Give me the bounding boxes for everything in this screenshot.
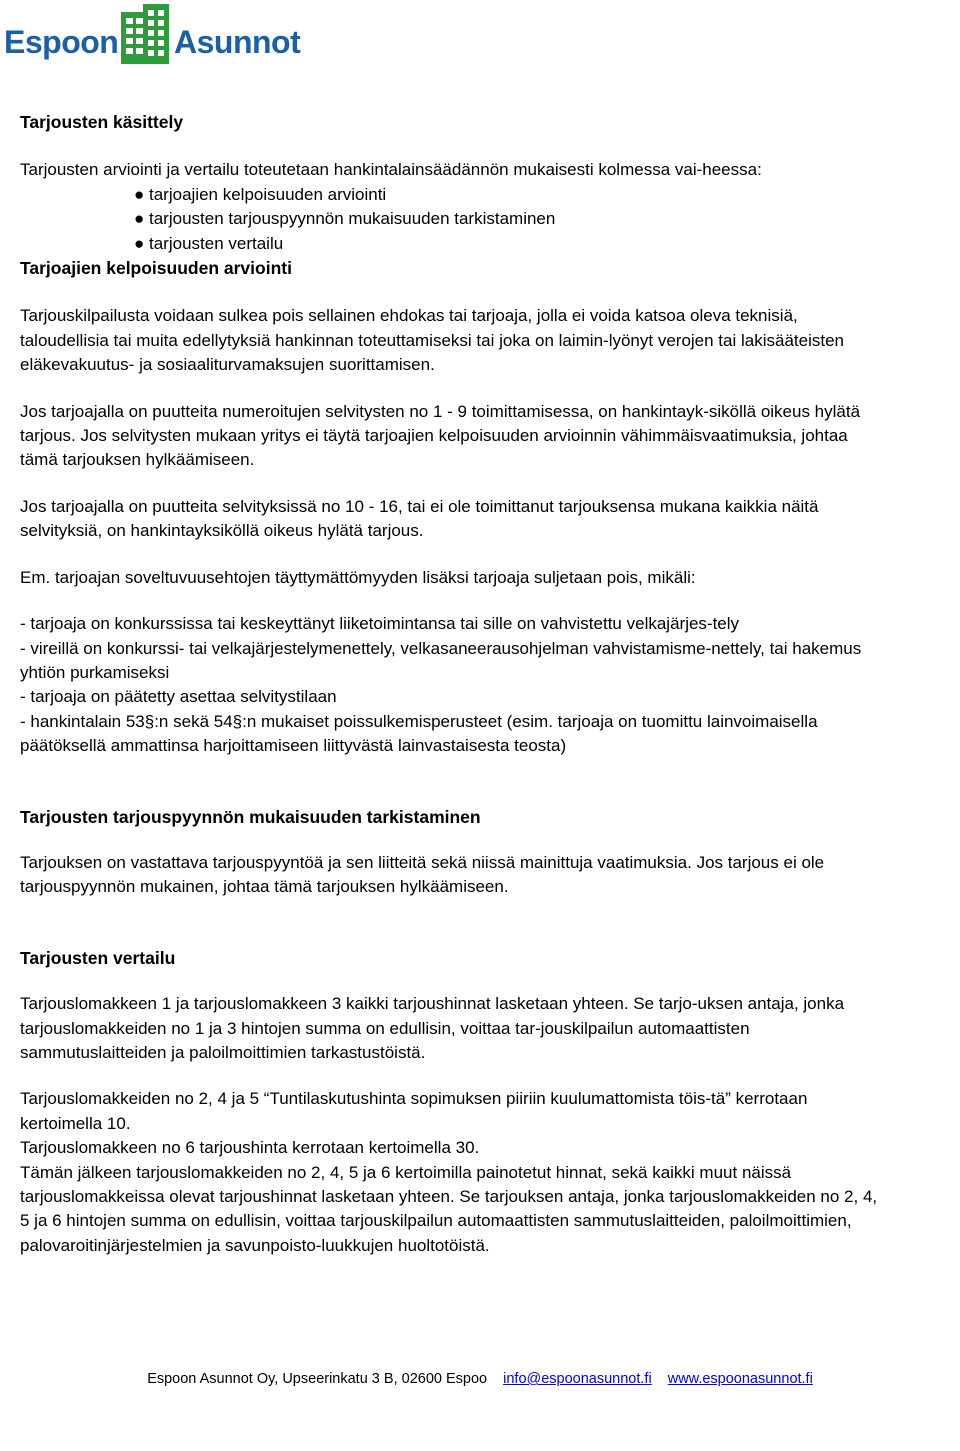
- document-body: [20, 110, 890, 1258]
- page-footer: [0, 1369, 960, 1389]
- exclusion-item: - hankintalain 53§:n sekä 54§:n mukaiset poissulkemisperusteet (esim. tarjoaja on tuomittu lainvoimaisella päätöksellä ammattinsa harjoittamiseen liittyvästä lainvastaisesta teosta): [20, 711, 818, 756]
- paragraph-exclusion-conditions: Em. tarjoajan soveltuvuusehtojen täyttymättömyyden lisäksi tarjoaja suljetaan pois, mikäli:: [20, 567, 696, 587]
- logo-word-asunnot: Asunnot: [174, 24, 301, 60]
- building-icon: [117, 2, 172, 64]
- paragraph-deficiencies-1-9: Jos tarjoajalla on puutteita numeroitujen selvitysten no 1 - 9 toimittamisessa, on hankintayk-siköllä oikeus hylätä tarjous. Jos selvitysten mukaan yritys ei täytä tarjoajien kelpoisuuden arvioinnin vähimmäisvaatimuksia, johtaa tämä tarjouksen hylkäämiseen.: [20, 401, 861, 470]
- paragraph-exclusion: Tarjouskilpailusta voidaan sulkea pois sellainen ehdokas tai tarjoaja, jolla ei voida katsoa oleva teknisiä, taloudellisia tai muita edellytyksiä hankinnan toteuttamiseksi tai joka on laimin-lyönyt verojen tai lakisääteisten eläkevakuutus- ja sosiaaliturvamaksujen suorittamisen.: [20, 306, 844, 375]
- paragraph-conformity: Tarjouksen on vastattava tarjouspyyntöä ja sen liitteitä sekä niissä mainittuja vaatimuksia. Jos tarjous ei ole tarjouspyynnön mukainen, johtaa tämä tarjouksen hylkäämiseen.: [20, 852, 825, 897]
- exclusion-item: - tarjoaja on konkurssissa tai keskeyttänyt liiketoimintansa tai sille on vahvistettu velkajärjes-tely: [20, 614, 740, 634]
- heading-kelpoisuus: Tarjoajien kelpoisuuden arviointi: [20, 258, 292, 279]
- exclusion-item: - vireillä on konkurssi- tai velkajärjestelymenettely, velkasaneerausohjelman vahvistamisme-nettely, tai hakemus yhtiön purkamiseksi: [20, 638, 862, 682]
- heading-tarjousten-vertailu: Tarjousten vertailu: [20, 947, 176, 968]
- company-logo: [4, 2, 304, 64]
- bullet-item: ● tarjousten tarjouspyynnön mukaisuuden tarkistaminen: [134, 209, 556, 229]
- footer-address: Espoon Asunnot Oy, Upseerinkatu 3 B, 02600 Espoo: [147, 1371, 488, 1387]
- paragraph-coefficient-10: Tarjouslomakkeiden no 2, 4 ja 5 “Tuntilaskutushinta sopimuksen piiriin kuulumattomista töis-tä” kerrotaan kertoimella 10.: [20, 1089, 808, 1133]
- footer-web-link[interactable]: www.espoonasunnot.fi: [667, 1371, 813, 1387]
- heading-tarjouspyynnon-mukaisuus: Tarjousten tarjouspyynnön mukaisuuden tarkistaminen: [20, 806, 481, 827]
- paragraph-comparison-1-3: Tarjouslomakkeen 1 ja tarjouslomakkeen 3 kaikki tarjoushinnat lasketaan yhteen. Se tarjo-uksen antaja, jonka tarjouslomakkeiden no 1 ja 3 hintojen summa on edullisin, voittaa tar-jouskilpailun automaattisten sammutuslaitteiden ja paloilmoittimien tarkastustöistä.: [20, 994, 845, 1062]
- heading-tarjousten-kasittely: Tarjousten käsittely: [20, 112, 184, 132]
- paragraph-deficiencies-10-16: Jos tarjoajalla on puutteita selvityksissä no 10 - 16, tai ei ole toimittanut tarjouksensa mukana kaikkia näitä selvityksiä, on hankintayksiköllä oikeus hylätä tarjous.: [20, 496, 819, 541]
- paragraph-coefficient-30: Tarjouslomakkeen no 6 tarjoushinta kerrotaan kertoimella 30.: [20, 1138, 480, 1158]
- bullet-item: ● tarjousten vertailu: [134, 233, 284, 253]
- exclusion-item: - tarjoaja on päätetty asettaa selvitystilaan: [20, 687, 337, 707]
- intro-paragraph: Tarjousten arviointi ja vertailu toteutetaan hankintalainsäädännön mukaisesti kolmessa vai-heessa:: [20, 160, 762, 180]
- bullet-item: ● tarjoajien kelpoisuuden arviointi: [134, 184, 387, 204]
- paragraph-weighted-sum: Tämän jälkeen tarjouslomakkeiden no 2, 4, 5 ja 6 kertoimilla painotetut hinnat, sekä kaikki muut näissä tarjouslomakkeissa olevat tarjoushinnat lasketaan yhteen. Se tarjouksen antaja, jonka tarjouslomakkeiden no 2, 4, 5 ja 6 hintojen summa on edullisin, voittaa tarjouskilpailun automaattisten sammutuslaitteiden, paloilmoittimien, palovaroitinjärjestelmien ja savunpoisto-luukkujen huoltotöistä.: [20, 1162, 878, 1255]
- footer-email-link[interactable]: info@espoonasunnot.fi: [503, 1371, 652, 1387]
- logo-word-espoon: Espoon: [4, 24, 119, 60]
